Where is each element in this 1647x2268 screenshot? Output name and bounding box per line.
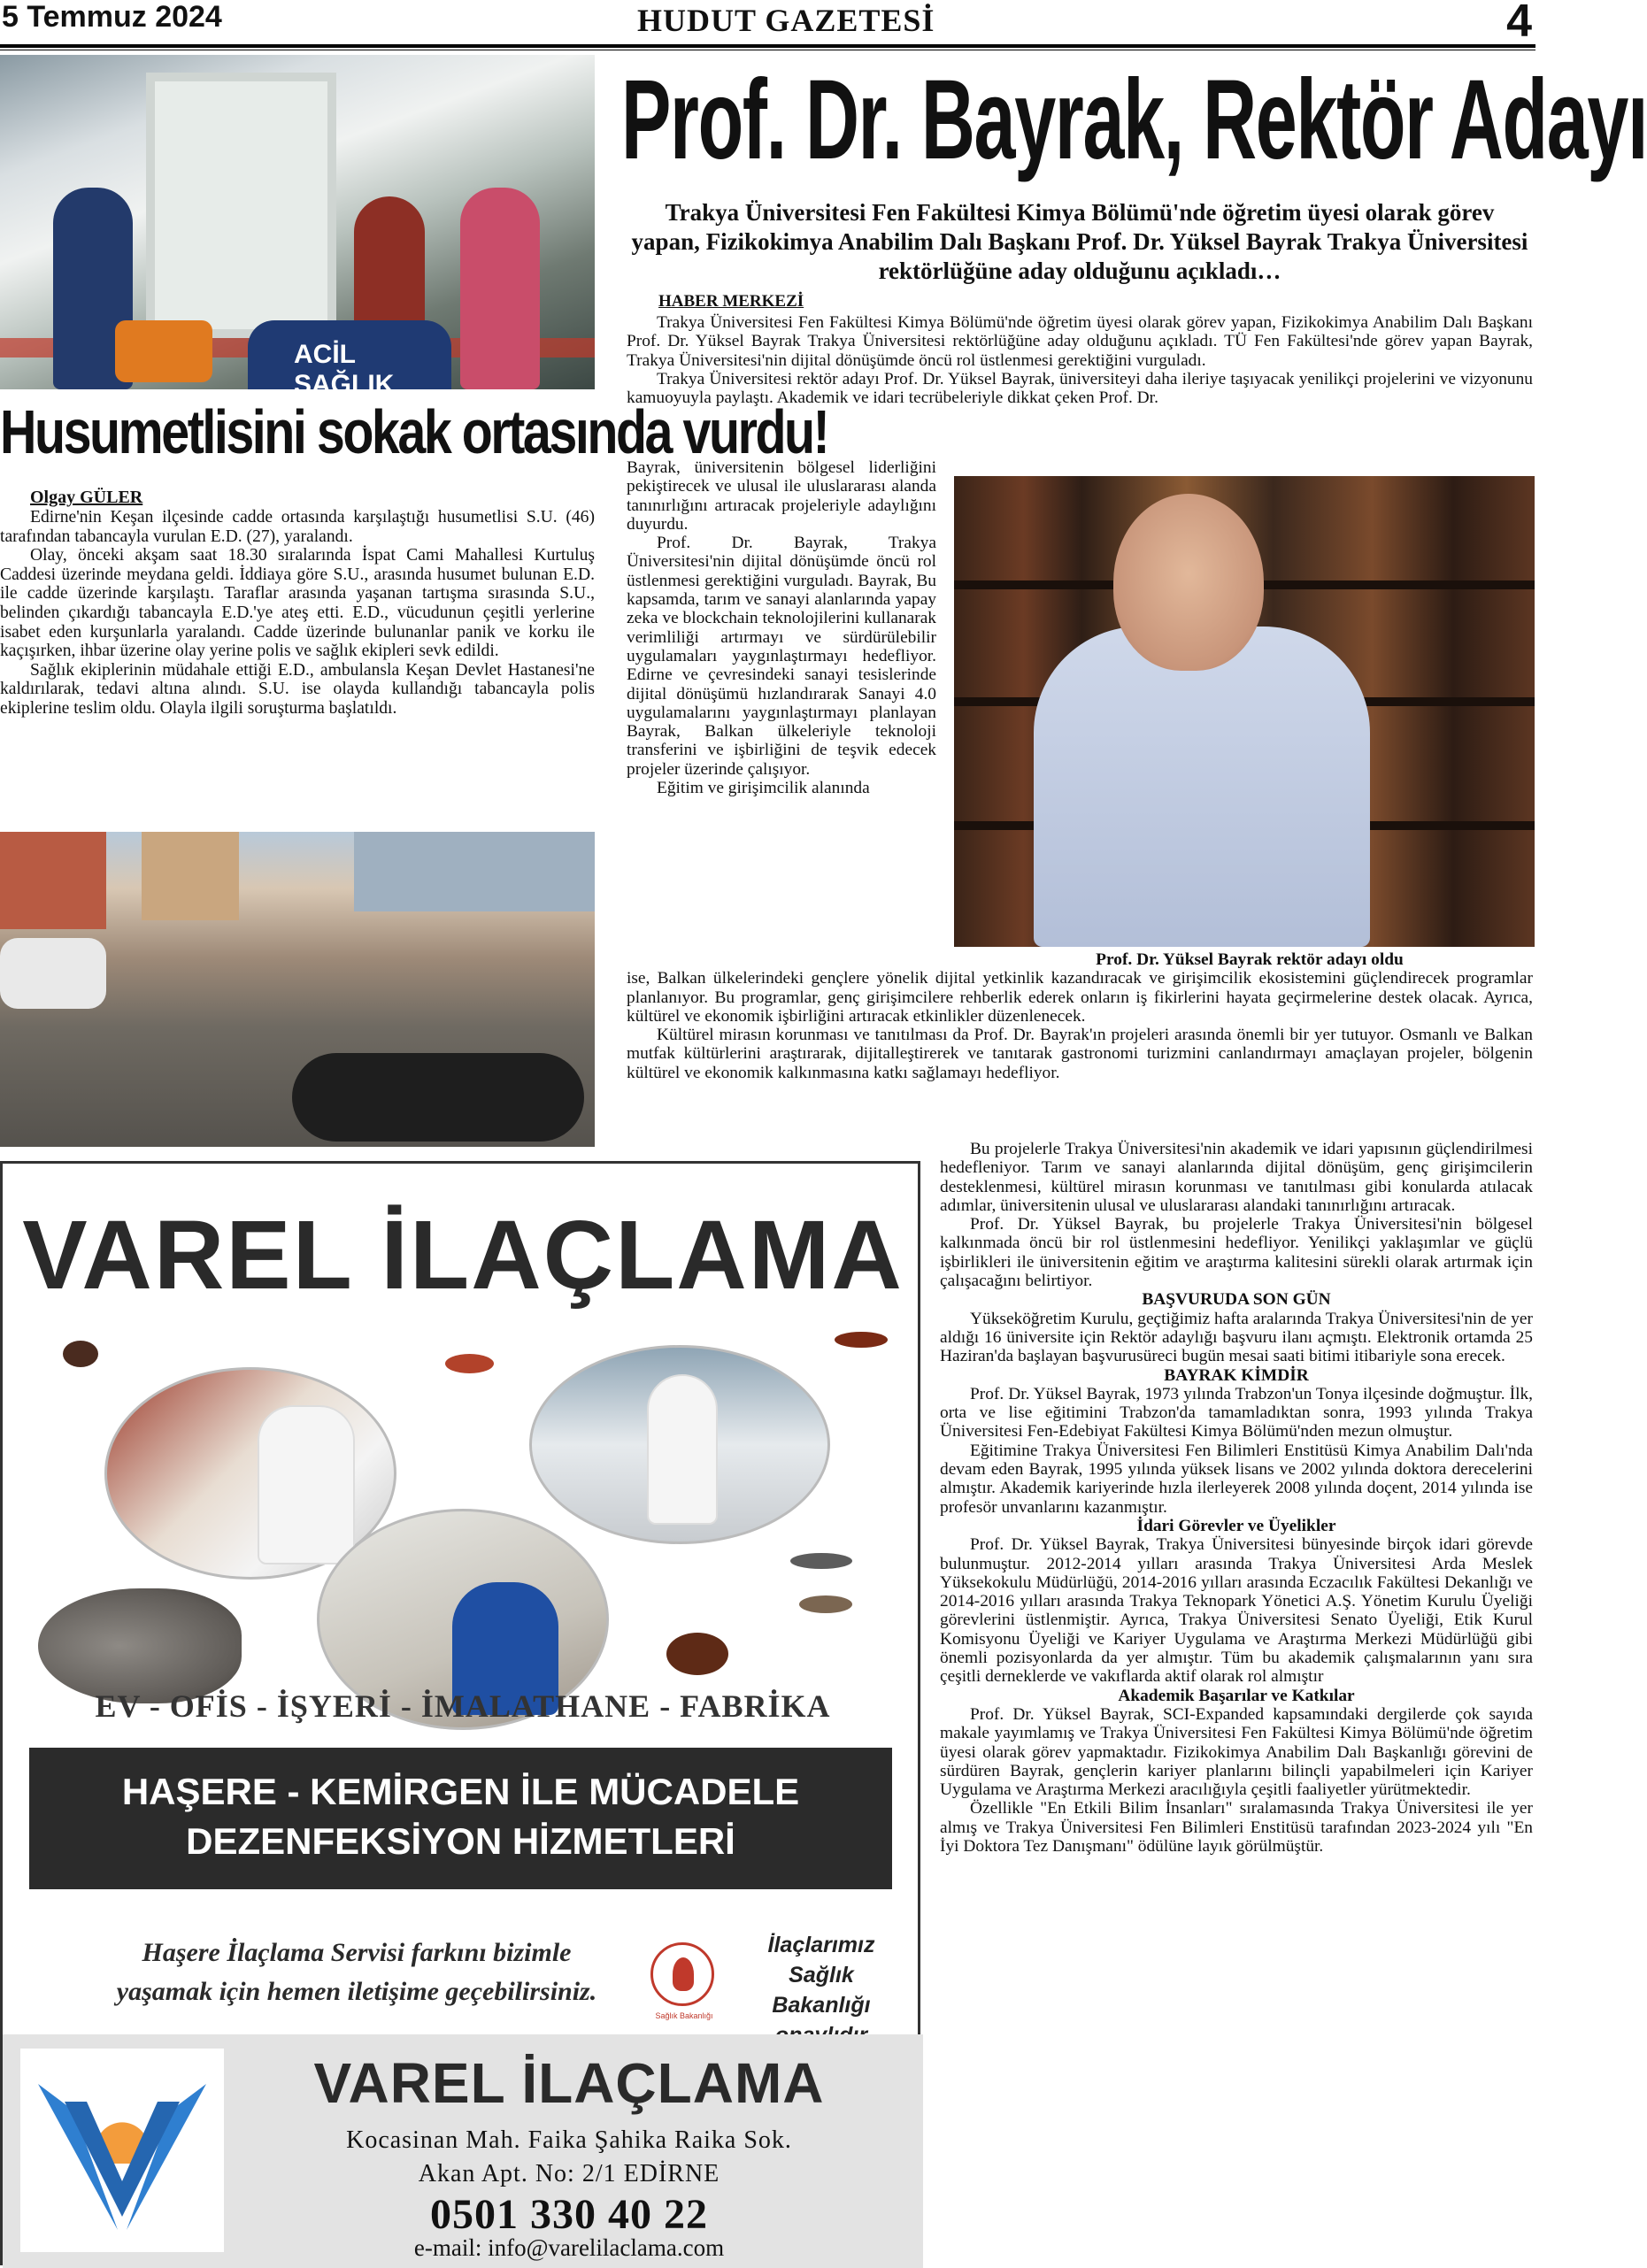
building <box>0 832 106 929</box>
professor-shirt <box>1034 627 1370 947</box>
technician-suit <box>258 1405 355 1565</box>
silverfish-icon <box>799 1595 852 1613</box>
building <box>354 832 595 911</box>
left-paragraph: Olay, önceki akşam saat 18.30 sıralarında İspat Cami Mahallesi Kurtuluş Caddesi üzerinde meydana geldi. İddiaya göre S.U., arasında husumet bulunan E.D. ile cadde üzerinde karşılaştı. Taraflar arasında yaşanan tartışma sırasında S.U., belinden çıkardığı tabancayla E.D.'ye ateş etti. E.D., vücudunun çeşitli yerlerine isabet eden kurşunlarla yaralandı. Cadde üzerinde bulunanlar panik ve korku ile kaçışırken, ihbar üzerine olay yerine polis ve sağlık ekipleri sevk edildi. <box>0 546 595 661</box>
section-subhead: Akademik Başarılar ve Katkılar <box>1118 1686 1355 1705</box>
left-paragraph: Sağlık ekiplerinin müdahale ettiği E.D., ambulansla Keşan Devlet Hastanesi'ne kaldırılarak, tedavi altına alındı. S.U. ise olayda kullandığı tabancayla polis ekiplerine teslim oldu. Olayla ilgili soruşturma başlatıldı. <box>0 660 595 718</box>
bystander-figure <box>460 188 540 389</box>
professor-face <box>1113 494 1264 671</box>
ant-icon <box>835 1332 888 1348</box>
varel-advertisement <box>0 1161 920 2265</box>
left-byline: Olgay GÜLER <box>30 488 143 507</box>
main-body-bottom <box>627 950 1533 1082</box>
ad-slogan <box>65 1934 649 2011</box>
ad-approval-note <box>737 1930 905 2050</box>
main-paragraph: Prof. Dr. Yüksel Bayrak, bu projelerle Trakya Üniversitesi'nin bölgesel kalkınmada öncü bir rol üstlenmesini hedefliyor. Yenilikçi yaklaşımlar ve güçlü işbirlikleri ile üniversitenin eğitim ve araştırma kalitesini sürekli olarak artırmak için çalışacağını belirtiyor. <box>940 1215 1533 1291</box>
building <box>142 832 239 920</box>
main-paragraph: Eğitim ve girişimcilik alanında <box>657 779 870 798</box>
main-paragraph: Trakya Üniversitesi rektör adayı Prof. Dr. Yüksel Bayrak, üniversiteyi daha ileriye taşıyacak yenilikçi projelerini ve vizyonunu kamuoyuyla paylaştı. Akademik ve idari tecrübeleriyle dikkat çeken Prof. Dr. <box>627 369 1533 408</box>
ad-services: EV - OFİS - İŞYERİ - İMALATHANE - FABRİKA <box>95 1688 831 1724</box>
ambulance-photo <box>0 55 595 399</box>
main-paragraph: Prof. Dr. Yüksel Bayrak, Trakya Üniversitesi bünyesinde birçok idari görevde bulunmuştur. 2012-2014 yılları arasında Trakya Üniversitesi Arda Meslek Yüksekokulu Müdürlüğü, 2014-2016 yılları arasında Eczacılık Fakültesi Dekanlığı ve 2014-2016 yılları arasında Trakya Teknopark Yönetici A.Ş. Yönetim Kurulu Üyeliği görevlerini üstlenmiştir. Ayrıca, Trakya Üniversitesi Senato Üyeliği, Etik Kurul Komisyonu Üyeliği ve Kariyer Uygulama ve Araştırma Merkezi Müdürlüğü gibi önemli pozisyonlarda da yer almıştır. Tüm bu akademik çalışmalarının yanı sıra çeşitli derneklerde ve vakıflarda aktif olarak rol almıştır <box>940 1535 1533 1687</box>
vest-text: ACİL SAĞLIK <box>294 340 395 399</box>
ministry-logo-icon <box>650 1942 714 2006</box>
motorcycle <box>292 1053 584 1142</box>
ad-photo-office <box>529 1345 830 1544</box>
main-paragraph: Prof. Dr. Yüksel Bayrak, 1973 yılında Trabzon'un Tonya ilçesinde doğmuştur. İlk, orta ve lise eğitimini Trabzon'da tamamladıktan sonra, 1993 yılında Trakya Üniversitesi Fen-Edebiyat Fakültesi Kimya Bölümü'nden mezun olmuştur. <box>940 1384 1533 1442</box>
ministry-logo-label: Sağlık Bakanlığı <box>655 2011 713 2020</box>
approval-line1: İlaçlarımız <box>767 1933 875 1957</box>
ad-email: e-mail: info@varelilaclama.com <box>413 2234 725 2261</box>
cockroach-icon <box>445 1354 494 1373</box>
ad-phone: 0501 330 40 22 <box>430 2191 708 2238</box>
flea-icon <box>666 1633 728 1675</box>
varel-logo-svg <box>20 2049 224 2252</box>
main-paragraph: Özellikle "En Etkili Bilim İnsanları" sıralamasında Trakya Üniversitesi ile yer almış ve Trakya Üniversitesi Fen Bilimleri Enstitüsü tarafından 2023-2024 yılı "En İyi Doktora Tez Danışmanı" ödülüne layık görülmüştür. <box>940 1799 1533 1856</box>
mouse-image <box>38 1588 242 1703</box>
main-deck: Trakya Üniversitesi Fen Fakültesi Kimya Bölümü'nde öğretim üyesi olarak görev yapan, Fizikokimya Anabilim Dalı Başkanı Prof. Dr. Yüksel Bayrak Trakya Üniversitesi rektörlüğüne aday olduğunu açıkladı… <box>631 199 1528 284</box>
section-subhead: BAŞVURUDA SON GÜN <box>1142 1290 1331 1310</box>
main-body-lower <box>940 1140 1533 1856</box>
ambulance-door <box>146 73 336 338</box>
main-paragraph: Yükseköğretim Kurulu, geçtiğimiz hafta aralarında Trakya Üniversitesi'nin de yer aldığı 16 üniversite için Rektör adaylığı başvuru ilanı açmıştı. Elektronik ortamda 25 Haziran'da başlayan başvurusüreci bugün mesai saati bitimi itibariyle sona erecek. <box>940 1309 1533 1366</box>
main-paragraph: Prof. Dr. Bayrak, Trakya Üniversitesi'nin dijital dönüşümde öncü rol üstlenmesi gerektiğini vurguladı. Bayrak, Bu kapsamda, tarım ve sanayi alanlarında yapay zeka ve blockchain teknolojilerini kullanarak verimliliği artırmayı ve sürdürülebilir uygulamaları yaygınlaştırmayı hedefliyor. Edirne ve çevresindeki sanayi tesislerinde dijital dönüşümü hızlandırarak Sanayi 4.0 uygulamalarını yaygınlaştırmayı planlayan Bayrak, Balkan ülkeleriyle teknoloji transferini ve işbirliğini de teşvik edecek projeler üzerinde çalışıyor. <box>627 534 936 779</box>
main-paragraph: ise, Balkan ülkelerindeki gençlere yönelik dijital yetkinlik kazandıracak ve girişimcilik ekosistemini güçlendirecek programlar planlanıyor. Bu programlar, genç girişimcilere rehberlik ederek onların iş fikirlerini hayata geçirmelerine destek olacak. Ayrıca, kültürel ve ekonomik işbirliğini artıracak etkinlikler düzenlenecek. <box>627 969 1533 1026</box>
left-paragraph: Edirne'nin Keşan ilçesinde cadde ortasında karşılaştığı husumetlisi S.U. (46) tarafından tabancayla vurulan E.D. (27), yaralandı. <box>0 508 595 546</box>
ad-slogan-line2: yaşamak için hemen iletişime geçebilirsiniz. <box>116 1977 597 2006</box>
main-body-side <box>627 458 936 797</box>
street-scene-photo <box>0 832 595 1147</box>
left-story-body <box>0 508 595 719</box>
main-headline: Prof. Dr. Bayrak, Rektör Adayı <box>621 57 1647 183</box>
ad-banner <box>29 1748 892 1889</box>
ad-address-line2: Akan Apt. No: 2/1 EDİRNE <box>418 2160 720 2187</box>
issue-date: 5 Temmuz 2024 <box>2 0 222 34</box>
ad-title: VAREL İLAÇLAMA <box>22 1201 904 1310</box>
professor-photo <box>954 476 1535 947</box>
approval-line2: Sağlık Bakanlığı <box>772 1963 871 2018</box>
main-paragraph: Bayrak, üniversitenin bölgesel liderliğini pekiştirecek ve ulusal ile uluslararası alanda tanınırlığını artıracak projeleriyle adaylığını duyurdu. <box>627 458 936 534</box>
section-subhead: İdari Görevler ve Üyelikler <box>1136 1516 1336 1535</box>
newspaper-name: HUDUT GAZETESİ <box>637 3 935 38</box>
main-paragraph: Prof. Dr. Yüksel Bayrak, SCI-Expanded kapsamındaki dergilerde çok sayıda makale yayımlamış ve Trakya Üniversitesi Fen Fakültesi Kimya Bölümü'nde öğretim üyesi olarak görev yapmaktadır. Fizikokimya Anabilim Dalı Başkanlığı görevini de sürdüren Bayrak, gençlerin kariyer planlarını bilinçli yapabilmeleri için Kariyer Uygulama ve Araştırma Merkezi aracılığıyla çeşitli faaliyetler yürütmektedir. <box>940 1704 1533 1800</box>
ad-slogan-line1: Haşere İlaçlama Servisi farkını bizimle <box>142 1938 572 1967</box>
news-desk-label: HABER MERKEZİ <box>658 292 804 311</box>
main-paragraph: Kültürel mirasın korunması ve tanıtılması da Prof. Dr. Bayrak'ın projeleri arasında önemli bir yer tutuyor. Osmanlı ve Balkan mutfak kültürlerini araştırarak, dijitalleştirerek ve tanıtarak gastronomi turizmini canlandırmayı amaçlayan projeler, bölgenin kültürel ve ekonomik kalkınmasına katkı sağlamayı hedefliyor. <box>627 1026 1533 1082</box>
parked-car <box>0 938 106 1009</box>
main-paragraph: Bu projelerle Trakya Üniversitesi'nin akademik ve idari yapısının güçlendirilmesi hedefleniyor. Tarım ve sanayi alanlarında dijital dönüşüm, genç girişimcilerin desteklenmesi, kültürel mirasın korunması ve tanıtılması gibi konularda atılacak adımlar, üniversitenin ulusal ve uluslararası alandaki tanınırlığını artıracak. <box>940 1140 1533 1215</box>
main-paragraph: Eğitimine Trakya Üniversitesi Fen Bilimleri Enstitüsü Kimya Anabilim Dalı'nda devam eden Bayrak, 1995 yılında yüksek lisans ve 2002 yılında doktora derecelerini almıştır. Akademik kariyerinde hızla ilerleyerek 2008 yılında doçent, 2014 yılında ise profesör unvanlarını kazanmıştır. <box>940 1441 1533 1517</box>
medical-bag <box>115 320 212 382</box>
silverfish-icon <box>790 1553 852 1569</box>
section-subhead: BAYRAK KİMDİR <box>1164 1365 1309 1385</box>
page-number: 4 <box>1506 0 1532 47</box>
ad-contact-footer <box>3 2034 923 2268</box>
ad-banner-line2: DEZENFEKSİYON HİZMETLERİ <box>186 1820 735 1862</box>
header-rule <box>0 44 1535 48</box>
photo-caption: Prof. Dr. Yüksel Bayrak rektör adayı oldu <box>1096 950 1404 969</box>
ad-banner-line1: HAŞERE - KEMİRGEN İLE MÜCADELE <box>121 1771 800 1812</box>
ad-address-line1: Kocasinan Mah. Faika Şahika Raika Sok. <box>346 2126 792 2154</box>
ad-brand: VAREL İLAÇLAMA <box>313 2051 825 2115</box>
left-headline: Husumetlisini sokak ortasında vurdu! <box>0 397 828 466</box>
main-body-top <box>627 313 1533 407</box>
main-paragraph: Trakya Üniversitesi Fen Fakültesi Kimya Bölümü'nde öğretim üyesi olarak görev yapan, Fizikokimya Anabilim Dalı Başkanı Prof. Dr. Yüksel Bayrak Trakya Üniversitesi rektörlüğüne aday olduğunu açıkladı. TÜ Fen Fakültesi'nde görev yapan Bayrak, Trakya Üniversitesi'nin dijital dönüşümde öncü rol üstlenmesi gerektiğini vurguladı. <box>627 313 1533 370</box>
varel-logo-icon <box>20 2049 224 2252</box>
beetle-icon <box>63 1341 98 1367</box>
technician-suit <box>647 1374 718 1525</box>
paramedic-vest <box>248 320 451 399</box>
